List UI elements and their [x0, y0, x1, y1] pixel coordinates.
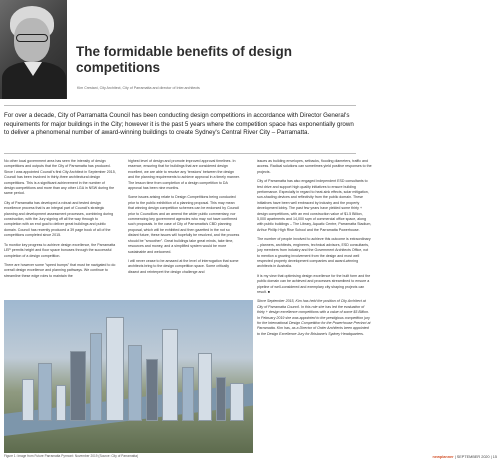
page-number: 15	[492, 455, 497, 459]
body-paragraph: No other local government area has seen the intensity of design competitions and outputs that the City of Parramatta has produced. Since I was appointed Council's first City Architect in September 2015, Council has been involved in thirty-three architectural design competitions. This is a significant achievement in the number of design competitions and more than any other LGA in NSW during the same period.	[4, 159, 116, 196]
footer-date: SEPTEMBER 2020	[456, 455, 490, 459]
body-paragraph: To monitor key progress to achieve design excellence, the Parramatta LEP permits height and floor space bonuses through the successful completion of a design competition.	[4, 242, 116, 258]
page-footer: newplanner | SEPTEMBER 2020 | 15	[432, 455, 497, 459]
article-title: The formidable benefits of design competitions	[76, 44, 293, 75]
body-paragraph: I will never cease to be amazed at the level of interrogation that some architects bring to the design competition space. Some critically dissect and reinterpret the design challenge and	[128, 258, 239, 274]
body-paragraph: Some issues arising relate to Design Competitions being conducted prior to the public exhibition of a planning proposal. This may mean that winning design competition schemes can be endorsed by Council prior to Councillors and an amend the wider public commentary, nor commencing key government agencies who may not have confirmed such proposals. In the case of City of Parramatta's CBD planning proposal, which will be exhibited and then gazetted in the not so distant future, these issues will hopefully be resolved, and the process should be "smoother". Great buildings take great minds, take time, resources and money, and a simplified system would be more sustainable and welcomed.	[128, 195, 240, 254]
author-bio: Since September 2015, Kim has held the position of City Architect at City of Parramatta Council. In this role she has led the evaluation of thirty + design excellence competitions with a value of some $5 Billion. In February 2019 she was appointed to the prestigious competition jury for the International Design Competition for the Powerhouse Precinct at Parramatta. Kim has, as a Director of Order Architects been appointed to the Design Excellence Jury for Brisbane's Sydney Headquarters.	[257, 299, 371, 336]
article-column-2	[128, 159, 240, 297]
body-paragraph: highest level of design and promote improved approval timelines. In essence, ensuring that for buildings that are considered design excellent, we are able to resolve any 'tensions' between the design and the planning requirements to achieve approval in a timely manner. The lesson time from completion of a design competition to DA approval has been nine months.	[128, 159, 240, 191]
body-paragraph: It is my view that optimising design excellence for the built form and the public domain can be achieved and processes streamlined to ensure a pipeline of well-considered and exemplary city shaping projects can result. ■	[257, 273, 371, 294]
divider	[4, 153, 356, 154]
body-paragraph: City of Parramatta has also engaged independent ESD consultants to test drive and support high quality initiatives to ensure building performance. Especially in regard to heat-sink effects, solar mitigation, sun-shading devices and reflectivity from the public domain. These initiatives have been well embraced by industry and the property development lobby. The past few years have yielded some thirty + design competitions, with an end construction value of $1.5 Billion, 5,000 apartments and 14,000 sqm of commercial office space, along with public buildings – The Library, Aquatic Centre, Parramatta Stadium, Arthur Phillip High Rise School and the Parramatta Powerhouse.	[257, 179, 372, 232]
lead-paragraph: For over a decade, City of Parramatta Council has been conducting design competitions in accordance with Director General's requirements for major buildings in the City; however it is the past 5 years where the competition space has exponentially grown to deliver a phenomenal number of award-winning buildings to create Sydney's Central River City – Parramatta.	[4, 112, 354, 137]
city-skyline-render	[4, 300, 253, 453]
author-photo	[0, 0, 67, 99]
body-paragraph: The number of people involved to achieve this outcome is extraordinary – planners, architects, engineers, technical advisors, ESD consultants, jury members from industry and the Government Architects Office, not to mention a growing involvement from the design and most well respected property development companies and award-winning architects in Australia.	[257, 237, 371, 269]
body-paragraph: City of Parramatta has developed a robust and tested design excellence process that is an integral part of Council's strategic planning and development assessment processes, combining during construction, with the Jury signing off all the way through to completion with an end goal to deliver great buildings and public domain. Council has recently produced a 39 page book of all of the competitions completed since 2015.	[4, 200, 114, 238]
footer-brand: newplanner	[432, 455, 454, 459]
article-byline: Kim Crestani, City Architect, City of Parramatta and director of Inter.architects	[77, 86, 200, 90]
article-column-1	[4, 159, 116, 297]
divider	[4, 105, 356, 106]
article-column-3	[257, 159, 372, 449]
body-paragraph: issues as building envelopes, setbacks, flooding diameters, traffic and access. Radical solutions can sometimes yield positive responses to the projects.	[257, 159, 372, 174]
body-paragraph: There are however some "speed bumps" that must be navigated to do overall design excellence and planning pathways. We continue to streamline these edge roles to maintain the	[4, 262, 116, 278]
figure-caption: Figure 1: Image from Future Parramatta Pyrmont: November 2019 (Source: City of Parramatta)	[4, 454, 139, 458]
